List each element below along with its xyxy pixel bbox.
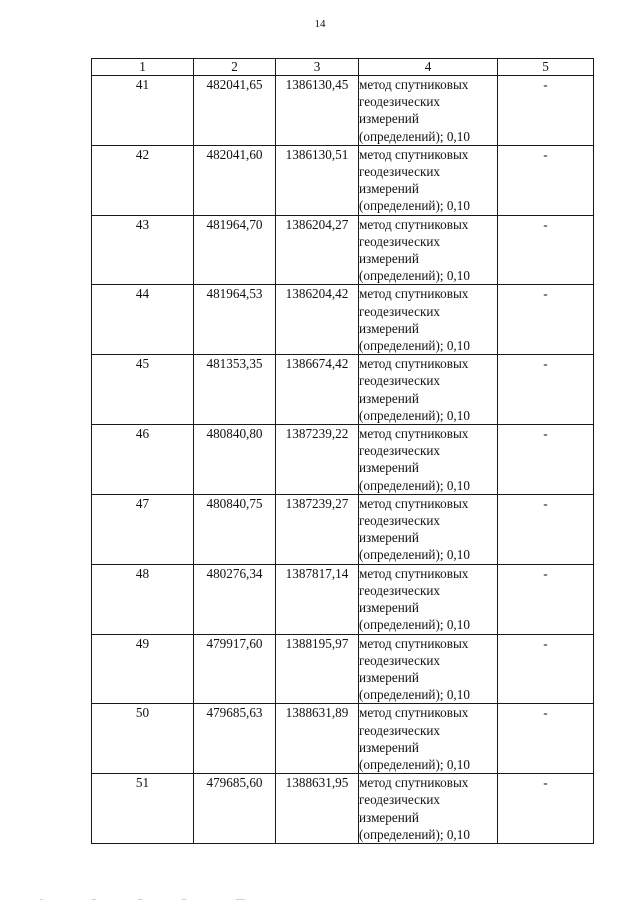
table-row xyxy=(92,215,594,285)
method-text: метод спутниковых геодезических измерений (определений); 0,10 xyxy=(359,145,498,215)
coordinates-table xyxy=(91,58,594,844)
coord-y: 1388195,97 xyxy=(276,634,359,704)
method-text: метод спутниковых геодезических измерений (определений); 0,10 xyxy=(359,215,498,285)
point-number: 44 xyxy=(92,285,194,355)
note-cell: - xyxy=(498,494,594,564)
method-text: метод спутниковых геодезических измерений (определений); 0,10 xyxy=(359,425,498,495)
note-cell: - xyxy=(498,285,594,355)
header-col-2: 2 xyxy=(194,59,276,76)
point-number: 48 xyxy=(92,564,194,634)
coord-x: 481353,35 xyxy=(194,355,276,425)
note-cell: - xyxy=(498,145,594,215)
note-cell: - xyxy=(498,76,594,146)
coord-x: 479917,60 xyxy=(194,634,276,704)
point-number: 42 xyxy=(92,145,194,215)
coord-y: 1388631,89 xyxy=(276,704,359,774)
point-number: 43 xyxy=(92,215,194,285)
coord-x: 482041,60 xyxy=(194,145,276,215)
coord-x: 479685,60 xyxy=(194,774,276,844)
method-text: метод спутниковых геодезических измерений (определений); 0,10 xyxy=(359,634,498,704)
coord-x: 479685,63 xyxy=(194,704,276,774)
table-row xyxy=(92,704,594,774)
point-number: 45 xyxy=(92,355,194,425)
note-cell: - xyxy=(498,215,594,285)
coord-x: 481964,53 xyxy=(194,285,276,355)
method-text: метод спутниковых геодезических измерений (определений); 0,10 xyxy=(359,704,498,774)
note-cell: - xyxy=(498,704,594,774)
header-col-4: 4 xyxy=(359,59,498,76)
table-row xyxy=(92,76,594,146)
table-row xyxy=(92,494,594,564)
coord-y: 1386674,42 xyxy=(276,355,359,425)
point-number: 47 xyxy=(92,494,194,564)
point-number: 50 xyxy=(92,704,194,774)
coord-y: 1386204,27 xyxy=(276,215,359,285)
coord-y: 1388631,95 xyxy=(276,774,359,844)
table-row xyxy=(92,425,594,495)
header-col-5: 5 xyxy=(498,59,594,76)
coord-x: 481964,70 xyxy=(194,215,276,285)
point-number: 49 xyxy=(92,634,194,704)
table-header-row xyxy=(92,59,594,76)
note-cell: - xyxy=(498,634,594,704)
method-text: метод спутниковых геодезических измерений (определений); 0,10 xyxy=(359,564,498,634)
point-number: 46 xyxy=(92,425,194,495)
method-text: метод спутниковых геодезических измерений (определений); 0,10 xyxy=(359,774,498,844)
table-row xyxy=(92,634,594,704)
method-text: метод спутниковых геодезических измерений (определений); 0,10 xyxy=(359,355,498,425)
coord-x: 480840,80 xyxy=(194,425,276,495)
note-cell: - xyxy=(498,774,594,844)
note-cell: - xyxy=(498,564,594,634)
coord-x: 480840,75 xyxy=(194,494,276,564)
point-number: 51 xyxy=(92,774,194,844)
method-text: метод спутниковых геодезических измерений (определений); 0,10 xyxy=(359,285,498,355)
header-col-3: 3 xyxy=(276,59,359,76)
coord-y: 1387239,27 xyxy=(276,494,359,564)
method-text: метод спутниковых геодезических измерений (определений); 0,10 xyxy=(359,76,498,146)
page-number: 14 xyxy=(314,18,326,30)
coord-x: 482041,65 xyxy=(194,76,276,146)
coord-x: 480276,34 xyxy=(194,564,276,634)
header-col-1: 1 xyxy=(92,59,194,76)
table-row xyxy=(92,774,594,844)
table-row xyxy=(92,355,594,425)
note-cell: - xyxy=(498,355,594,425)
coord-y: 1387817,14 xyxy=(276,564,359,634)
method-text: метод спутниковых геодезических измерений (определений); 0,10 xyxy=(359,494,498,564)
table-row xyxy=(92,285,594,355)
table-row xyxy=(92,145,594,215)
coord-y: 1387239,22 xyxy=(276,425,359,495)
coord-y: 1386204,42 xyxy=(276,285,359,355)
table-row xyxy=(92,564,594,634)
note-cell: - xyxy=(498,425,594,495)
point-number: 41 xyxy=(92,76,194,146)
scan-noise-decoration xyxy=(40,897,270,903)
coord-y: 1386130,45 xyxy=(276,76,359,146)
coord-y: 1386130,51 xyxy=(276,145,359,215)
